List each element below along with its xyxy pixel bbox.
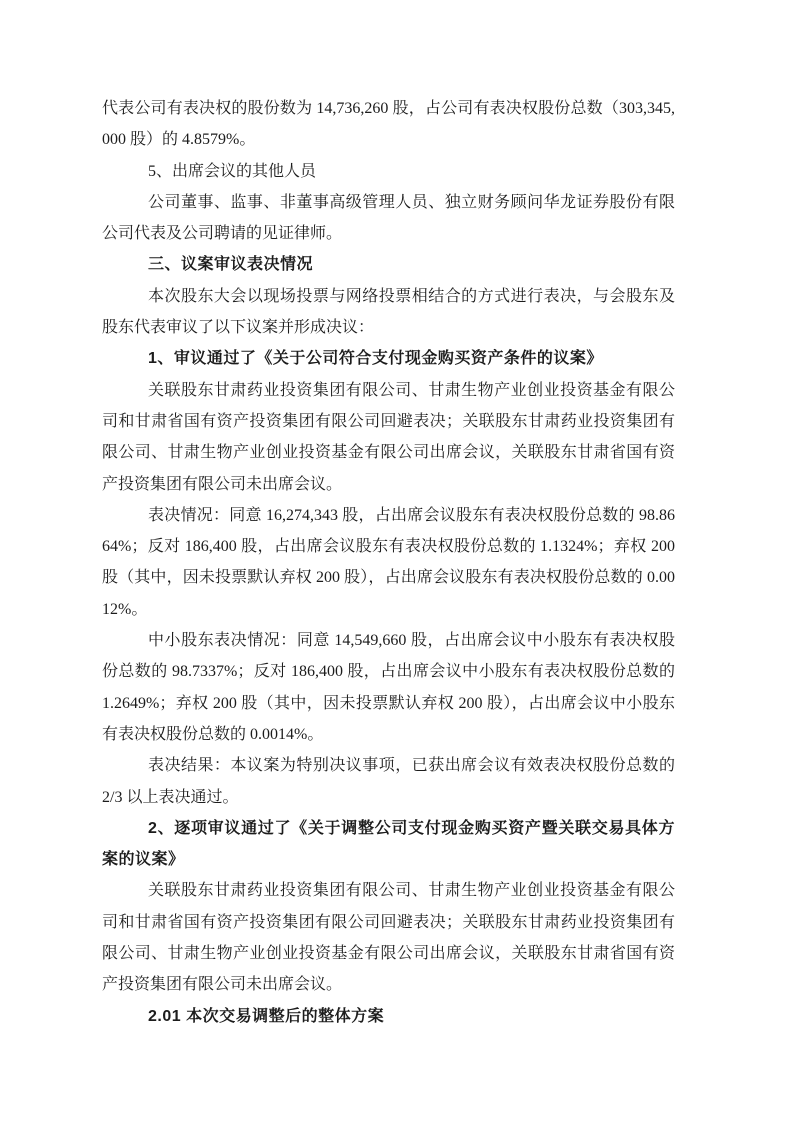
- paragraph-other-attendees-detail: 公司董事、监事、非董事高级管理人员、独立财务顾问华龙证券股份有限公司代表及公司聘请的见证律师。: [102, 193, 675, 243]
- heading-proposal-1: 1、审议通过了《关于公司符合支付现金购买资产条件的议案》: [148, 350, 603, 368]
- paragraph-share-count-continuation: 代表公司有表决权的股份数为 14,736,260 股，占公司有表决权股份总数（303,345,000 股）的 4.8579%。: [102, 100, 675, 149]
- paragraph-voting-method: 本次股东大会以现场投票与网络投票相结合的方式进行表决，与会股东及股东代表审议了以下议案并形成决议：: [102, 287, 675, 337]
- paragraph-vote-conclusion-1: 表决结果：本议案为特别决议事项，已获出席会议有效表决权股份总数的 2/3 以上表决通过。: [102, 757, 675, 806]
- paragraph-related-shareholders-1: 关联股东甘肃药业投资集团有限公司、甘肃生物产业创业投资基金有限公司和甘肃省国有资产投资集团有限公司回避表决；关联股东甘肃药业投资集团有限公司、甘肃生物产业创业投资基金有限公司出席会议，关联股东甘肃省国有资产投资集团有限公司未出席会议。: [102, 381, 675, 493]
- paragraph-minor-shareholder-vote-1: 中小股东表决情况：同意 14,549,660 股，占出席会议中小股东有表决权股份总数的 98.7337%；反对 186,400 股，占出席会议中小股东有表决权股份总数的 1.2649%；弃权 200 股（其中，因未投票默认弃权 200 股），占出席会议中小股东有表决权股份总数的 0.0014%。: [102, 632, 675, 743]
- heading-proposal-2: 2、逐项审议通过了《关于调整公司支付现金购买资产暨关联交易具体方案的议案》: [102, 819, 675, 869]
- heading-item-2-01-overall-plan: 2.01 本次交易调整后的整体方案: [148, 1007, 385, 1025]
- list-item-5-other-attendees: 5、出席会议的其他人员: [148, 162, 317, 180]
- paragraph-vote-detail-1: 表决情况：同意 16,274,343 股，占出席会议股东有表决权股份总数的 98.8664%；反对 186,400 股，占出席会议股东有表决权股份总数的 1.1324%；弃权 200 股（其中，因未投票默认弃权 200 股），占出席会议股东有表决权股份总数的 0.0012%。: [102, 506, 675, 618]
- paragraph-related-shareholders-2: 关联股东甘肃药业投资集团有限公司、甘肃生物产业创业投资基金有限公司和甘肃省国有资产投资集团有限公司回避表决；关联股东甘肃药业投资集团有限公司、甘肃生物产业创业投资基金有限公司出席会议，关联股东甘肃省国有资产投资集团有限公司未出席会议。: [102, 882, 675, 994]
- heading-section-3-voting: 三、议案审议表决情况: [148, 256, 314, 274]
